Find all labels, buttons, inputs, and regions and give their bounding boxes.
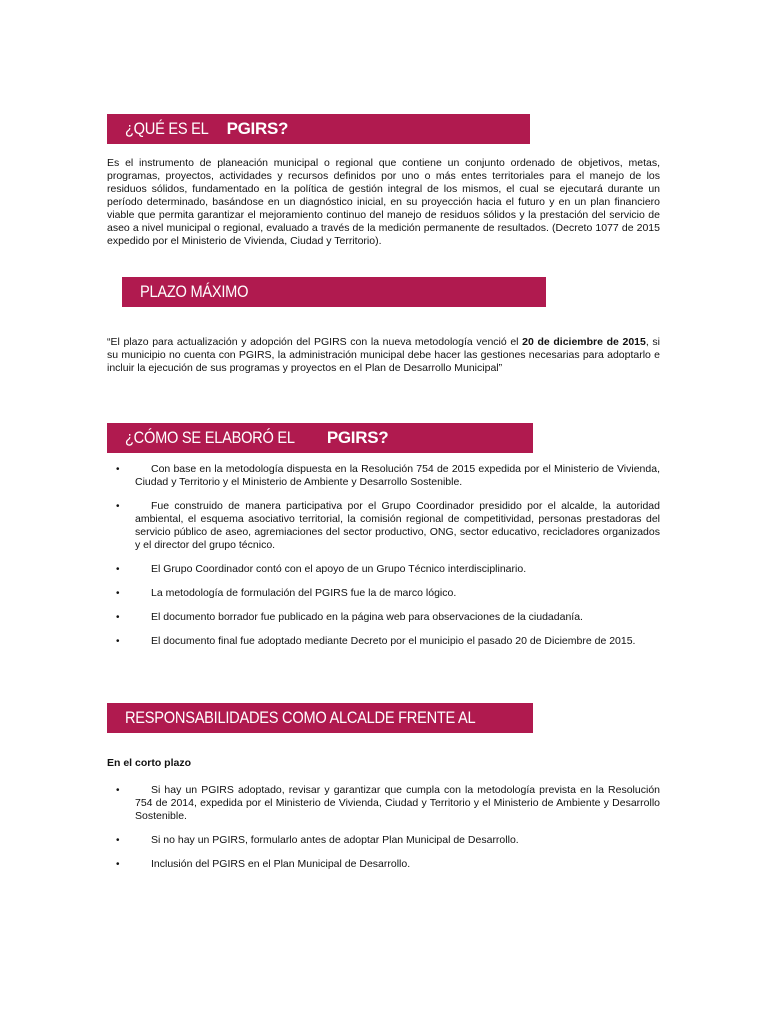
bullet-icon: • [116,835,120,846]
plazo-text-before: “El plazo para actualización y adopción del PGIRS con la nueva metodología venció el [107,336,523,348]
bullet-icon: • [116,564,120,575]
section-banner-responsabilidades [107,703,589,733]
banner-title-bold: PGIRS [536,708,589,727]
bullet-icon: • [116,859,120,870]
bullet-icon: • [116,636,120,647]
banner-title-pre: ¿QUÉ ES EL [125,119,209,138]
bullet-icon: • [116,464,120,475]
list-item [107,858,660,871]
banner-title-pre: ¿CÓMO SE ELABORÓ EL [125,428,295,447]
bullet-icon: • [116,501,120,512]
list-item [107,834,660,847]
list-item [107,784,660,823]
list-item-text: El Grupo Coordinador contó con el apoyo de un Grupo Técnico interdisciplinario. [151,563,527,575]
bullet-icon: • [116,588,120,599]
banner-title-bold: PGIRS? [326,428,389,447]
banner-title-pre: PLAZO MÁXIMO [140,282,249,301]
responsabilidades-bullet-list [107,784,660,871]
list-item-text: Inclusión del PGIRS en el Plan Municipal de Desarrollo. [151,858,411,870]
list-item-text: El documento final fue adoptado mediante Decreto por el municipio el pasado 20 de Diciembre de 2015. [151,635,636,647]
list-item [107,500,660,552]
list-item-text: Si no hay un PGIRS, formularlo antes de adoptar Plan Municipal de Desarrollo. [151,834,519,846]
bullet-icon: • [116,785,120,796]
plazo-text-after: , si su municipio no cuenta con PGIRS, la administración municipal debe hacer las gestiones necesarias para adoptarlo e incluir la ejecución de sus programas y proyectos en el Plan de Desarrollo Municipal” [107,336,660,374]
list-item [107,563,660,576]
list-item [107,587,660,600]
banner-title-pre: RESPONSABILIDADES COMO ALCALDE FRENTE AL [125,708,476,727]
bullet-icon: • [116,612,120,623]
list-item [107,635,660,648]
list-item-text: La metodología de formulación del PGIRS fue la de marco lógico. [151,587,457,599]
list-item [107,463,660,489]
section-banner-como [107,423,533,453]
plazo-deadline: 20 de diciembre de 2015 [522,336,646,348]
banner-title-bold: PGIRS? [226,119,289,138]
como-bullet-list [107,463,660,648]
list-item-text: El documento borrador fue publicado en la página web para observaciones de la ciudadanía. [151,611,583,623]
list-item [107,611,660,624]
list-item-text: Fue construido de manera participativa por el Grupo Coordinador presidido por el alcalde, la autoridad ambiental, el esquema asociativo territorial, la comisión regional de competitividad, personas prestadoras del servicio público de aseo, agremiaciones del sector productivo, ONG, sector educativo, recicladores organizados y el director del grupo técnico. [135,500,660,551]
list-item-text: Con base en la metodología dispuesta en la Resolución 754 de 2015 expedida por el Ministerio de Vivienda, Ciudad y Territorio y el Ministerio de Ambiente y Desarrollo Sostenible. [135,463,660,488]
section-banner-que-es [107,114,530,144]
plazo-paragraph [107,336,660,375]
que-es-paragraph: Es el instrumento de planeación municipal o regional que contiene un conjunto ordenado de objetivos, metas, programas, proyectos, actividades y recursos definidos por uno o más entes territoriales para el manejo de los residuos sólidos, fundamentado en la política de gestión integral de los mismos, el cual se ejecutará durante un período determinado, basándose en un diagnóstico inicial, en su proyección hacia el futuro y en un plan financiero viable que permita garantizar el mejoramiento continuo del manejo de residuos sólidos y la prestación del servicio de aseo a nivel municipal o regional, evaluado a través de la medición permanente de resultados. (Decreto 1077 de 2015 expedido por el Ministerio de Vivienda, Ciudad y Territorio). [107,157,660,247]
list-item-text: Si hay un PGIRS adoptado, revisar y garantizar que cumpla con la metodología prevista en la Resolución 754 de 2014, expedida por el Ministerio de Vivienda, Ciudad y Territorio y el Ministerio de Ambiente y Desarrollo Sostenible. [135,784,660,822]
subheading-corto-plazo: En el corto plazo [107,757,192,769]
section-banner-plazo [122,277,546,307]
